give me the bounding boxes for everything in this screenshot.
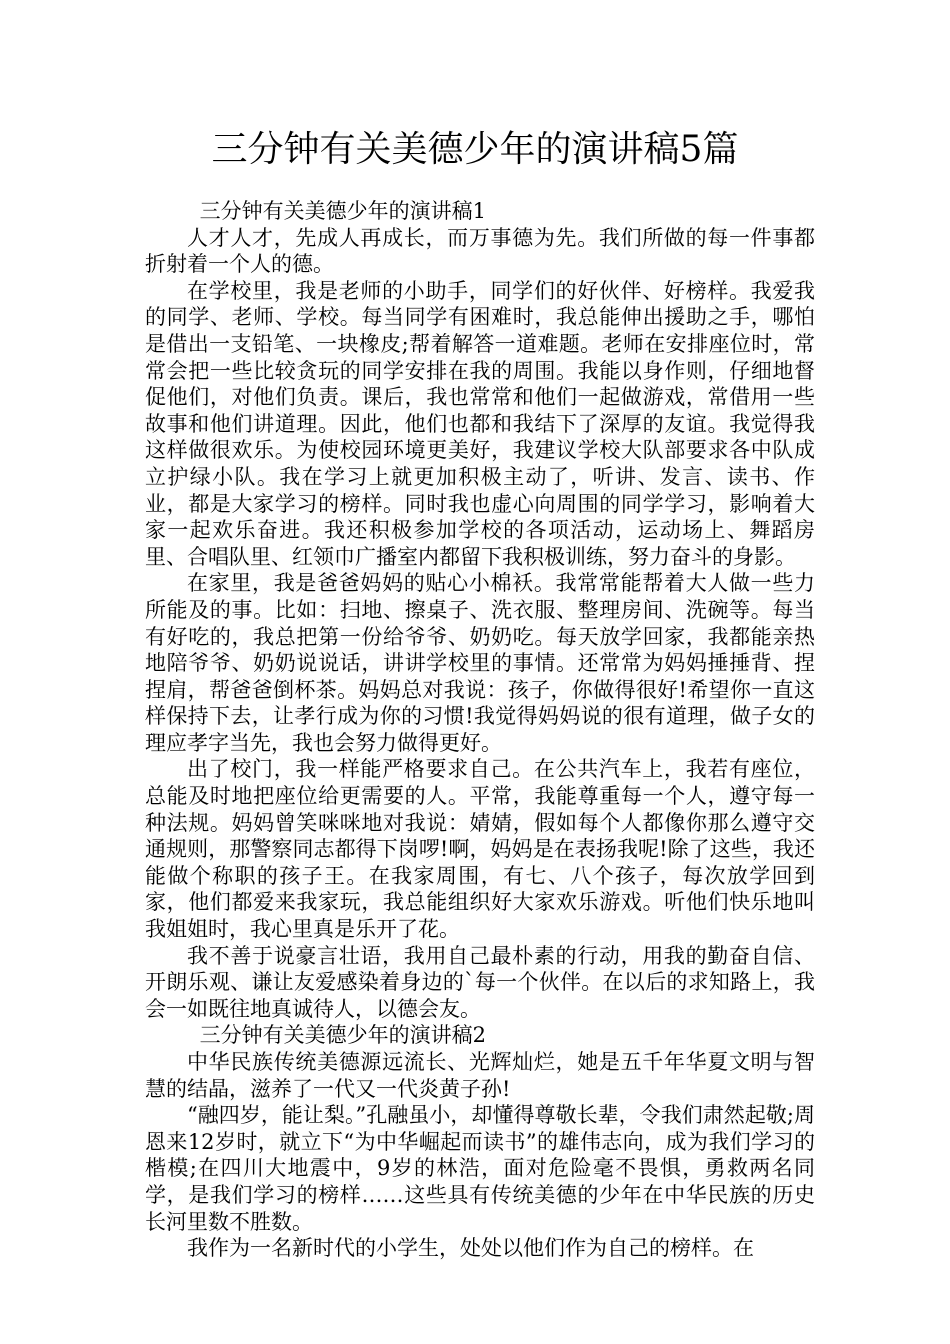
body-paragraph: “融四岁，能让梨。”孔融虽小，却懂得尊敬长辈，令我们肃然起敬;周恩来12岁时，就立下“为中华崛起而读书”的雄伟志向，成为我们学习的楷模;在四川大地震中，9岁的林浩，面对危险毫不畏惧，勇救两名同学，是我们学习的榜样……这些具有传统美德的少年在中华民族的历史长河里数不胜数。	[145, 1103, 815, 1234]
body-paragraph: 我作为一名新时代的小学生，处处以他们作为自己的榜样。在	[187, 1236, 754, 1261]
body-paragraph: 中华民族传统美德源远流长、光辉灿烂，她是五千年华夏文明与智慧的结晶，滋养了一代又一代炎黄子孙!	[145, 1050, 815, 1101]
body-paragraph: 在学校里，我是老师的小助手，同学们的好伙伴、好榜样。我爱我的同学、老师、学校。每当同学有困难时，我总能伸出援助之手，哪怕是借出一支铅笔、一块橡皮;帮着解答一道难题。老师在安排座位时，常常会把一些比较贪玩的同学安排在我的周围。我能以身作则，仔细地督促他们，对他们负责。课后，我也常常和他们一起做游戏，常借用一些故事和他们讲道理。因此，他们也都和我结下了深厚的友谊。我觉得我这样做很欢乐。为使校园环境更美好，我建议学校大队部要求各中队成立护绿小队。我在学习上就更加积极主动了，听讲、发言、读书、作业，都是大家学习的榜样。同时我也虚心向周围的同学学习，影响着大家一起欢乐奋进。我还积极参加学校的各项活动，运动场上、舞蹈房里、合唱队里、红领巾广播室内都留下我积极训练，努力奋斗的身影。	[145, 278, 815, 569]
section-heading: 三分钟有关美德少年的演讲稿2	[199, 1023, 486, 1048]
body-paragraph: 出了校门，我一样能严格要求自己。在公共汽车上，我若有座位，总能及时地把座位给更需要的人。平常，我能尊重每一个人，遵守每一种法规。妈妈曾笑咪咪地对我说：婧婧，假如每个人都像你那么遵守交通规则，那警察同志都得下岗啰!啊，妈妈是在表扬我呢!除了这些，我还能做个称职的孩子王。在我家周围，有七、八个孩子，每次放学回到家，他们都爱来我家玩，我总能组织好大家欢乐游戏。听他们快乐地叫我姐姐时，我心里真是乐开了花。	[145, 757, 815, 942]
body-paragraph: 在家里，我是爸爸妈妈的贴心小棉袄。我常常能帮着大人做一些力所能及的事。比如：扫地、擦桌子、洗衣服、整理房间、洗碗等。每当有好吃的，我总把第一份给爷爷、奶奶吃。每天放学回家，我都能亲热地陪爷爷、奶奶说说话，讲讲学校里的事情。还常常为妈妈捶捶背、捏捏肩，帮爸爸倒杯茶。妈妈总对我说：孩子，你做得很好!希望你一直这样保持下去，让孝行成为你的习惯!我觉得妈妈说的很有道理，做子女的理应孝字当先，我也会努力做得更好。	[145, 571, 815, 755]
body-paragraph: 我不善于说豪言壮语，我用自己最朴素的行动，用我的勤奋自信、开朗乐观、谦让友爱感染着身边的`每一个伙伴。在以后的求知路上，我会一如既往地真诚待人，以德会友。	[145, 943, 815, 1021]
document-title: 三分钟有关美德少年的演讲稿5篇	[211, 129, 739, 170]
body-paragraph: 人才人才，先成人再成长，而万事德为先。我们所做的每一件事都折射着一个人的德。	[145, 225, 815, 277]
section-heading: 三分钟有关美德少年的演讲稿1	[199, 199, 486, 223]
document-body	[145, 198, 815, 1262]
